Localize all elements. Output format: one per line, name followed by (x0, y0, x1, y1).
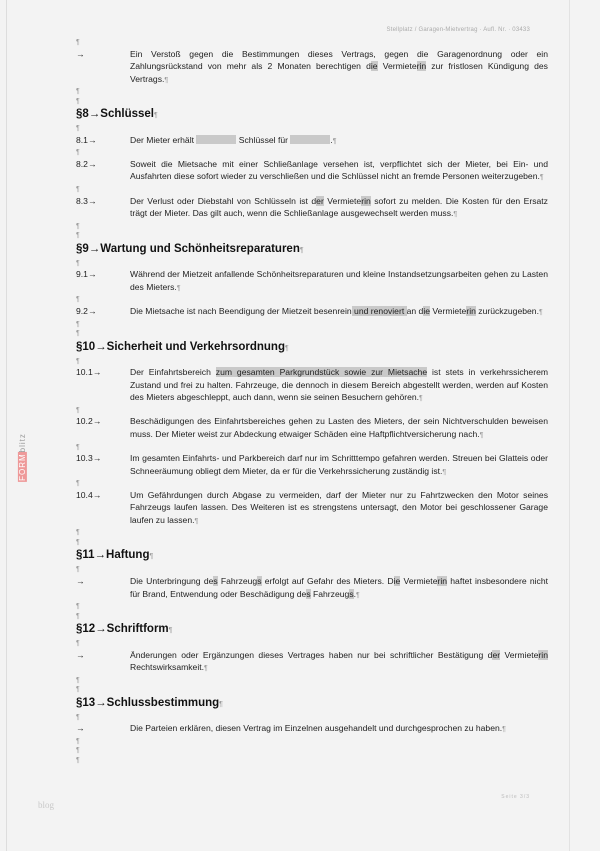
pilcrow-mark: ¶ (76, 97, 80, 105)
clause-text: Ein Verstoß gegen die Bestimmungen dieses Vertrags, gegen die Garagenordnung oder ein Zahlungsrückstand von mehr als 2 Monaten berechtigen d (130, 48, 548, 72)
clause-number: → (76, 649, 85, 660)
empty-paragraph (76, 565, 548, 575)
pilcrow-mark: ¶ (149, 553, 154, 561)
highlighted-text: rin (437, 575, 448, 586)
clause-text: Rechtswirksamkeit. (130, 662, 205, 673)
pilcrow-mark: ¶ (76, 713, 80, 721)
pilcrow-mark: ¶ (76, 406, 80, 414)
clause-paragraph (76, 268, 548, 295)
empty-paragraph (76, 639, 548, 649)
clause-number: 8.3→ (76, 195, 97, 206)
clause-text: Die Parteien erklären, diesen Vertrag im Einzelnen ausgehandelt und durchgesprochen zu haben. (130, 723, 503, 734)
clause-text: Im gesamten Einfahrts- und Parkbereich darf nur im Schritttempo gefahren werden. Streuen bei Glatteis oder Schneeräumung obliegt dem Mieter, da er für die Verkehrssicherung zuständig ist. (130, 453, 548, 476)
pilcrow-mark: ¶ (153, 112, 158, 120)
empty-paragraph (76, 406, 548, 416)
empty-paragraph (76, 97, 548, 107)
formblitz-watermark (17, 425, 40, 495)
clause-number: 10.2→ (76, 416, 102, 427)
watermark-plain: blitz (17, 433, 27, 453)
clause-paragraph (76, 195, 548, 222)
empty-paragraph (76, 602, 548, 612)
watermark-highlight: FORM (17, 453, 27, 481)
clause-number: 10.1→ (76, 367, 102, 378)
section-heading (76, 241, 548, 259)
pilcrow-mark: ¶ (76, 640, 80, 648)
pilcrow-mark: ¶ (76, 747, 80, 755)
clause-number: 10.4→ (76, 489, 102, 500)
clause-number: → (76, 575, 85, 586)
empty-paragraph (76, 148, 548, 158)
clause-text: Die Unterbringung de (130, 575, 214, 586)
empty-paragraph (76, 124, 548, 134)
empty-paragraph (76, 222, 548, 232)
pilcrow-mark: ¶ (76, 612, 80, 620)
clause-text: Änderungen oder Ergänzungen dieses Vertrages haben nur bei schriftlicher Bestätigung d (130, 649, 493, 660)
clause-text: erfolgt auf Gefahr des Mieters. D (261, 575, 394, 586)
heading-text: §10→Sicherheit und Verkehrsordnung (76, 340, 285, 353)
clause-paragraph (76, 134, 548, 149)
pilcrow-mark: ¶ (219, 700, 223, 708)
highlighted-text: s (306, 588, 311, 599)
pilcrow-mark: ¶ (453, 211, 458, 219)
highlighted-text: s (349, 588, 354, 599)
clause-text: zurückzugeben. (475, 305, 539, 316)
highlighted-text: er (492, 649, 501, 660)
pilcrow-mark: ¶ (442, 468, 447, 476)
highlighted-text: ie (370, 61, 378, 72)
page-header: Stellplatz / Garagen-Mietvertrag · Aufl. Nr. · 03433 (386, 27, 530, 33)
pilcrow-mark: ¶ (76, 320, 80, 328)
highlighted-text: zum gesamten Parkgrundstück sowie zur Mietsache (215, 367, 428, 378)
empty-paragraph (76, 87, 548, 97)
clause-paragraph (76, 366, 548, 406)
highlighted-text: er (316, 195, 324, 206)
empty-paragraph (76, 737, 548, 747)
clause-paragraph (76, 158, 548, 185)
clause-text: Soweit die Mietsache mit einer Schließanlage versehen ist, verpflichtet sich der Mieter, bei Ein- und Ausfahrten diese sofort wieder zu verschließen und die Schlüssel nicht an fremde Personen weiterzugeben. (130, 158, 548, 182)
pilcrow-mark: ¶ (332, 137, 337, 145)
highlighted-text: und renoviert (351, 305, 407, 316)
pilcrow-mark: ¶ (76, 756, 80, 764)
pilcrow-mark: ¶ (204, 665, 208, 673)
empty-paragraph (76, 528, 548, 538)
clause-text: Die Mietsache ist nach Beendigung der Mietzeit besenrein (130, 305, 352, 316)
pilcrow-mark: ¶ (76, 480, 80, 488)
pilcrow-mark: ¶ (76, 357, 80, 365)
pilcrow-mark: ¶ (168, 627, 173, 635)
highlighted-text: s (257, 575, 262, 586)
clause-paragraph (76, 722, 548, 737)
empty-paragraph (76, 443, 548, 453)
empty-paragraph (76, 38, 548, 48)
clause-paragraph (76, 305, 548, 320)
clause-paragraph (76, 415, 548, 442)
pilcrow-mark: ¶ (76, 88, 80, 96)
empty-paragraph (76, 685, 548, 695)
page-edge-right (569, 0, 570, 851)
highlighted-text: ie (393, 575, 401, 586)
clause-text: Der Mieter erhält (130, 134, 197, 145)
clause-text: Beschädigungen des Einfahrtsbereiches gehen zu Lasten des Mieters, der sein Nichtverschulden beweisen muss. Der Mieter weist zur Abdeckung etwaiger Schäden eine Haftpflichtversicherung nach. (130, 416, 548, 439)
pilcrow-mark: ¶ (284, 344, 289, 352)
clause-text: Der Einfahrtsbereich (130, 367, 216, 378)
clause-number: 9.2→ (76, 305, 97, 316)
pilcrow-mark: ¶ (76, 676, 80, 684)
empty-paragraph (76, 538, 548, 548)
section-heading (76, 621, 548, 639)
clause-text: Schlüssel für (236, 134, 291, 145)
clause-paragraph (76, 48, 548, 88)
pilcrow-mark: ¶ (419, 395, 423, 403)
empty-paragraph (76, 320, 548, 330)
clause-text: Fahrzeug (217, 575, 258, 586)
section-heading (76, 547, 548, 565)
highlighted-text: ie (423, 305, 431, 316)
blank-field (196, 135, 236, 144)
empty-paragraph (76, 357, 548, 367)
empty-paragraph (76, 185, 548, 195)
pilcrow-mark: ¶ (76, 149, 80, 157)
clause-paragraph (76, 575, 548, 602)
blank-field (290, 134, 333, 145)
clause-text: Vermiete (430, 305, 467, 316)
heading-text: §11→Haftung (76, 549, 150, 562)
heading-text: §9→Wartung und Schönheitsreparaturen (76, 242, 300, 255)
pilcrow-mark: ¶ (76, 443, 80, 451)
clause-text: Vermiete (400, 575, 438, 586)
empty-paragraph (76, 479, 548, 489)
pilcrow-mark: ¶ (76, 186, 80, 194)
pilcrow-mark: ¶ (76, 686, 80, 694)
document-body (76, 38, 548, 765)
page-footer: Seite 3/3 (501, 794, 530, 800)
clause-text: an d (406, 305, 424, 316)
pilcrow-mark: ¶ (76, 259, 80, 267)
pilcrow-mark: ¶ (502, 726, 506, 734)
clause-text: Der Verlust oder Diebstahl von Schlüsseln ist d (130, 195, 317, 206)
pilcrow-mark: ¶ (164, 76, 169, 84)
section-heading (76, 106, 548, 124)
clause-number: 9.1→ (76, 269, 97, 280)
empty-paragraph (76, 756, 548, 766)
highlighted-text: rin (538, 649, 548, 660)
pilcrow-mark: ¶ (76, 529, 80, 537)
pilcrow-mark: ¶ (76, 330, 80, 338)
clause-text: sofort zu melden. Die Kosten für den Ersatz trägt der Mieter. Das gilt auch, wenn die Schließanlage ausgewechselt werden muss. (130, 195, 548, 219)
clause-number: 8.2→ (76, 158, 97, 169)
clause-text: Vermiete (500, 649, 539, 660)
clause-paragraph (76, 649, 548, 676)
clause-paragraph (76, 489, 548, 529)
pilcrow-mark: ¶ (479, 431, 484, 439)
pilcrow-mark: ¶ (76, 39, 80, 46)
pilcrow-mark: ¶ (76, 603, 80, 611)
clause-text: Während der Mietzeit anfallende Schönheitsreparaturen und kleine Instandsetzungsarbeiten gehen zu Lasten des Mieters. (130, 269, 548, 292)
pilcrow-mark: ¶ (76, 566, 80, 574)
blog-label: blog (38, 800, 55, 810)
clause-number: → (76, 48, 85, 59)
clause-paragraph (76, 452, 548, 479)
clause-text: . (330, 134, 333, 145)
pilcrow-mark: ¶ (539, 174, 544, 182)
clause-text: Um Gefährdungen durch Abgase zu vermeiden, darf der Mieter nur zu Fahrtzwecken den Motor seines Fahrzeugs laufen lassen. Des Weiteren ist es strengstens untersagt, den Motor bei geschlossener Garage laufen zu lassen. (130, 489, 548, 525)
section-heading (76, 339, 548, 357)
empty-paragraph (76, 676, 548, 686)
empty-paragraph (76, 295, 548, 305)
empty-paragraph (76, 231, 548, 241)
pilcrow-mark: ¶ (299, 246, 304, 254)
clause-text: haftet insbesondere nicht für Brand, Entwendung oder Beschädigung de (130, 575, 548, 599)
heading-text: §12→Schriftform (76, 623, 169, 636)
heading-text: §13→Schlussbestimmung (76, 696, 220, 709)
pilcrow-mark: ¶ (76, 737, 80, 745)
pilcrow-mark: ¶ (76, 538, 80, 546)
clause-text: Fahrzeug (310, 588, 350, 599)
empty-paragraph (76, 329, 548, 339)
highlighted-text: s (213, 575, 218, 586)
highlighted-text: rin (416, 61, 427, 72)
pilcrow-mark: ¶ (538, 308, 543, 316)
clause-number: 8.1→ (76, 134, 97, 145)
highlighted-text: rin (466, 305, 476, 316)
page-edge-left (6, 0, 7, 851)
empty-paragraph (76, 612, 548, 622)
clause-text: Vermiete (377, 61, 417, 72)
empty-paragraph (76, 259, 548, 269)
clause-text: ist stets in verkehrssicherem Zustand und frei zu halten. Fahrzeuge, die dennoch in diesem Bereich abgestellt werden, werden auf Kosten des Mieters abgeschleppt, auch dann, wenn sie seinen Besuchern gehören. (130, 367, 549, 403)
pilcrow-mark: ¶ (194, 517, 199, 525)
pilcrow-mark: ¶ (76, 222, 80, 230)
pilcrow-mark: ¶ (76, 232, 80, 240)
heading-text: §8→Schlüssel (76, 108, 154, 121)
empty-paragraph (76, 713, 548, 723)
highlighted-text: rin (361, 195, 371, 206)
empty-paragraph (76, 746, 548, 756)
pilcrow-mark: ¶ (176, 284, 181, 292)
section-heading (76, 695, 548, 713)
pilcrow-mark: ¶ (76, 125, 80, 133)
pilcrow-mark: ¶ (76, 296, 80, 304)
clause-text: . (353, 588, 356, 599)
clause-number: → (76, 723, 85, 734)
clause-number: 10.3→ (76, 453, 102, 463)
clause-text: Vermiete (323, 195, 362, 206)
pilcrow-mark: ¶ (356, 591, 360, 599)
clause-text: zur fristlosen Kündigung des Vertrags. (130, 61, 548, 84)
